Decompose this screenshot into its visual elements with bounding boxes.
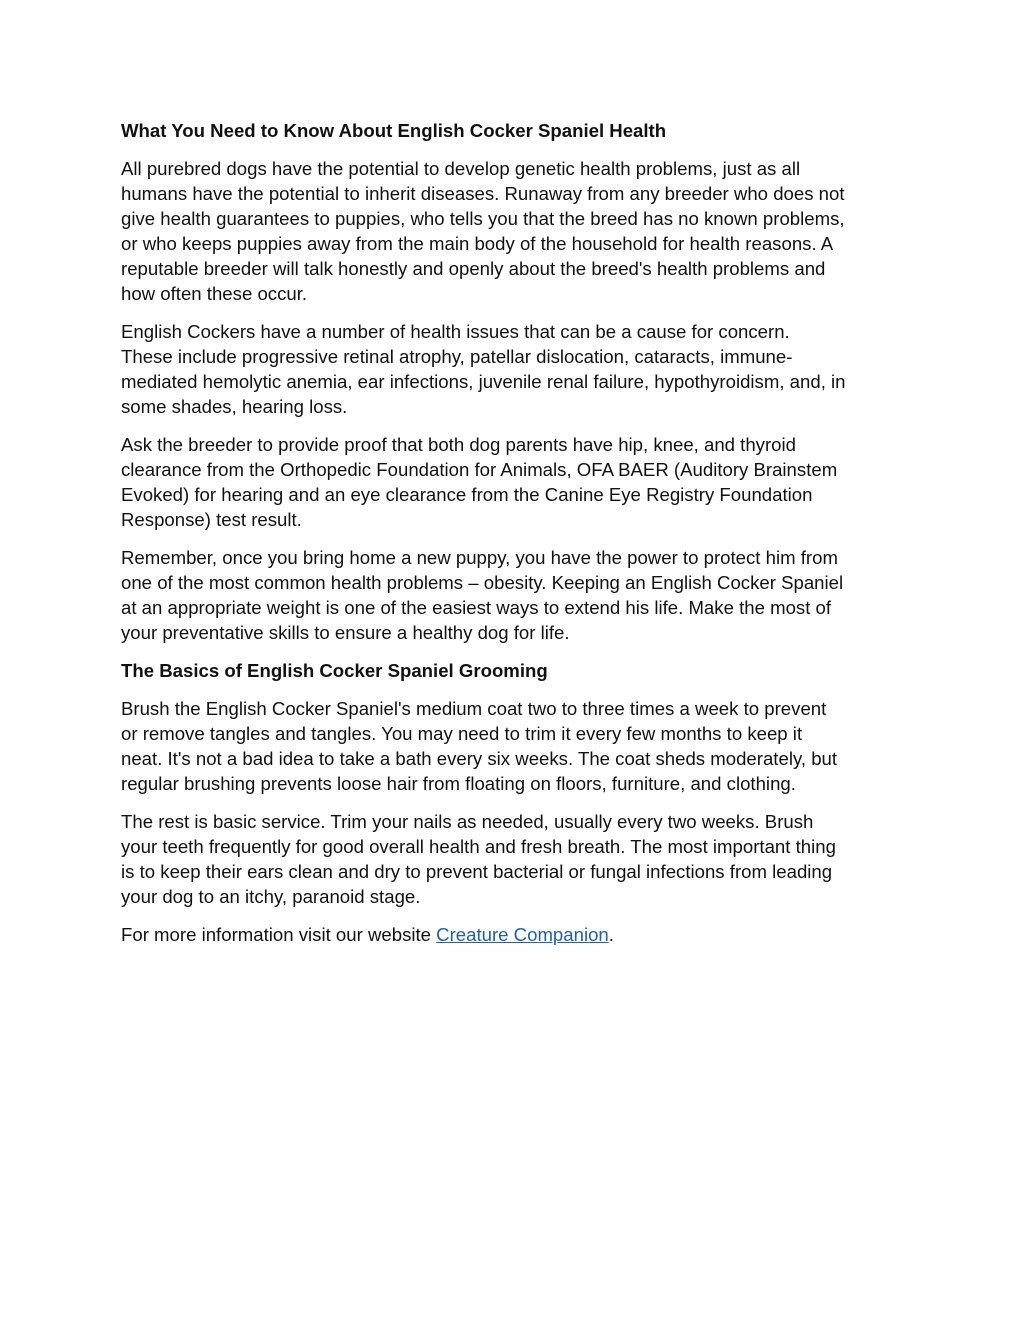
text-line: Ask the breeder to provide proof that both dog parents have hip, knee, and thyroid	[121, 434, 796, 455]
paragraph-more-info	[121, 922, 921, 947]
text-line: one of the most common health problems – obesity. Keeping an English Cocker Spaniel	[121, 572, 844, 593]
text-line: or who keeps puppies away from the main body of the household for health reasons. A	[121, 233, 834, 254]
paragraph-health-issues	[121, 319, 921, 419]
text-line: give health guarantees to puppies, who tells you that the breed has no known problems,	[121, 208, 845, 229]
text-line: These include progressive retinal atrophy, patellar dislocation, cataracts, immune-	[121, 346, 793, 367]
more-info-suffix: .	[608, 924, 614, 945]
text-line: your preventative skills to ensure a healthy dog for life.	[121, 622, 570, 643]
text-line: how often these occur.	[121, 283, 308, 304]
paragraph-health-obesity	[121, 545, 921, 645]
paragraph-health-clearance	[121, 432, 921, 532]
paragraph-health-intro	[121, 156, 921, 306]
text-line: or remove tangles and tangles. You may need to trim it every few months to keep it	[121, 723, 803, 744]
section-heading-grooming: The Basics of English Cocker Spaniel Grooming	[121, 660, 548, 681]
text-line: reputable breeder will talk honestly and openly about the breed's health problems and	[121, 258, 826, 279]
text-line: Evoked) for hearing and an eye clearance from the Canine Eye Registry Foundation	[121, 484, 813, 505]
text-line: Response) test result.	[121, 509, 302, 530]
text-line: is to keep their ears clean and dry to prevent bacterial or fungal infections from leading	[121, 861, 833, 882]
text-line: some shades, hearing loss.	[121, 396, 348, 417]
text-line: humans have the potential to inherit diseases. Runaway from any breeder who does not	[121, 183, 845, 204]
text-line: at an appropriate weight is one of the easiest ways to extend his life. Make the most of	[121, 597, 832, 618]
text-line: mediated hemolytic anemia, ear infections, juvenile renal failure, hypothyroidism, and, in	[121, 371, 846, 392]
text-line: clearance from the Orthopedic Foundation for Animals, OFA BAER (Auditory Brainstem	[121, 459, 838, 480]
section-heading-health: What You Need to Know About English Cocker Spaniel Health	[121, 120, 667, 141]
text-line: The rest is basic service. Trim your nails as needed, usually every two weeks. Brush	[121, 811, 814, 832]
text-line: English Cockers have a number of health issues that can be a cause for concern.	[121, 321, 790, 342]
text-line: Remember, once you bring home a new puppy, you have the power to protect him from	[121, 547, 838, 568]
paragraph-grooming-care	[121, 809, 921, 909]
more-info-prefix: For more information visit our website	[121, 924, 437, 945]
text-line: All purebred dogs have the potential to develop genetic health problems, just as all	[121, 158, 801, 179]
text-line: Brush the English Cocker Spaniel's medium coat two to three times a week to prevent	[121, 698, 827, 719]
paragraph-grooming-brushing	[121, 696, 921, 796]
text-line: your dog to an itchy, paranoid stage.	[121, 886, 421, 907]
text-line: neat. It's not a bad idea to take a bath every six weeks. The coat sheds moderately, but	[121, 748, 838, 769]
text-line: regular brushing prevents loose hair from floating on floors, furniture, and clothing.	[121, 773, 796, 794]
creature-companion-link[interactable]: Creature Companion	[436, 924, 609, 945]
document-page	[121, 118, 921, 960]
text-line: your teeth frequently for good overall health and fresh breath. The most important thing	[121, 836, 836, 857]
